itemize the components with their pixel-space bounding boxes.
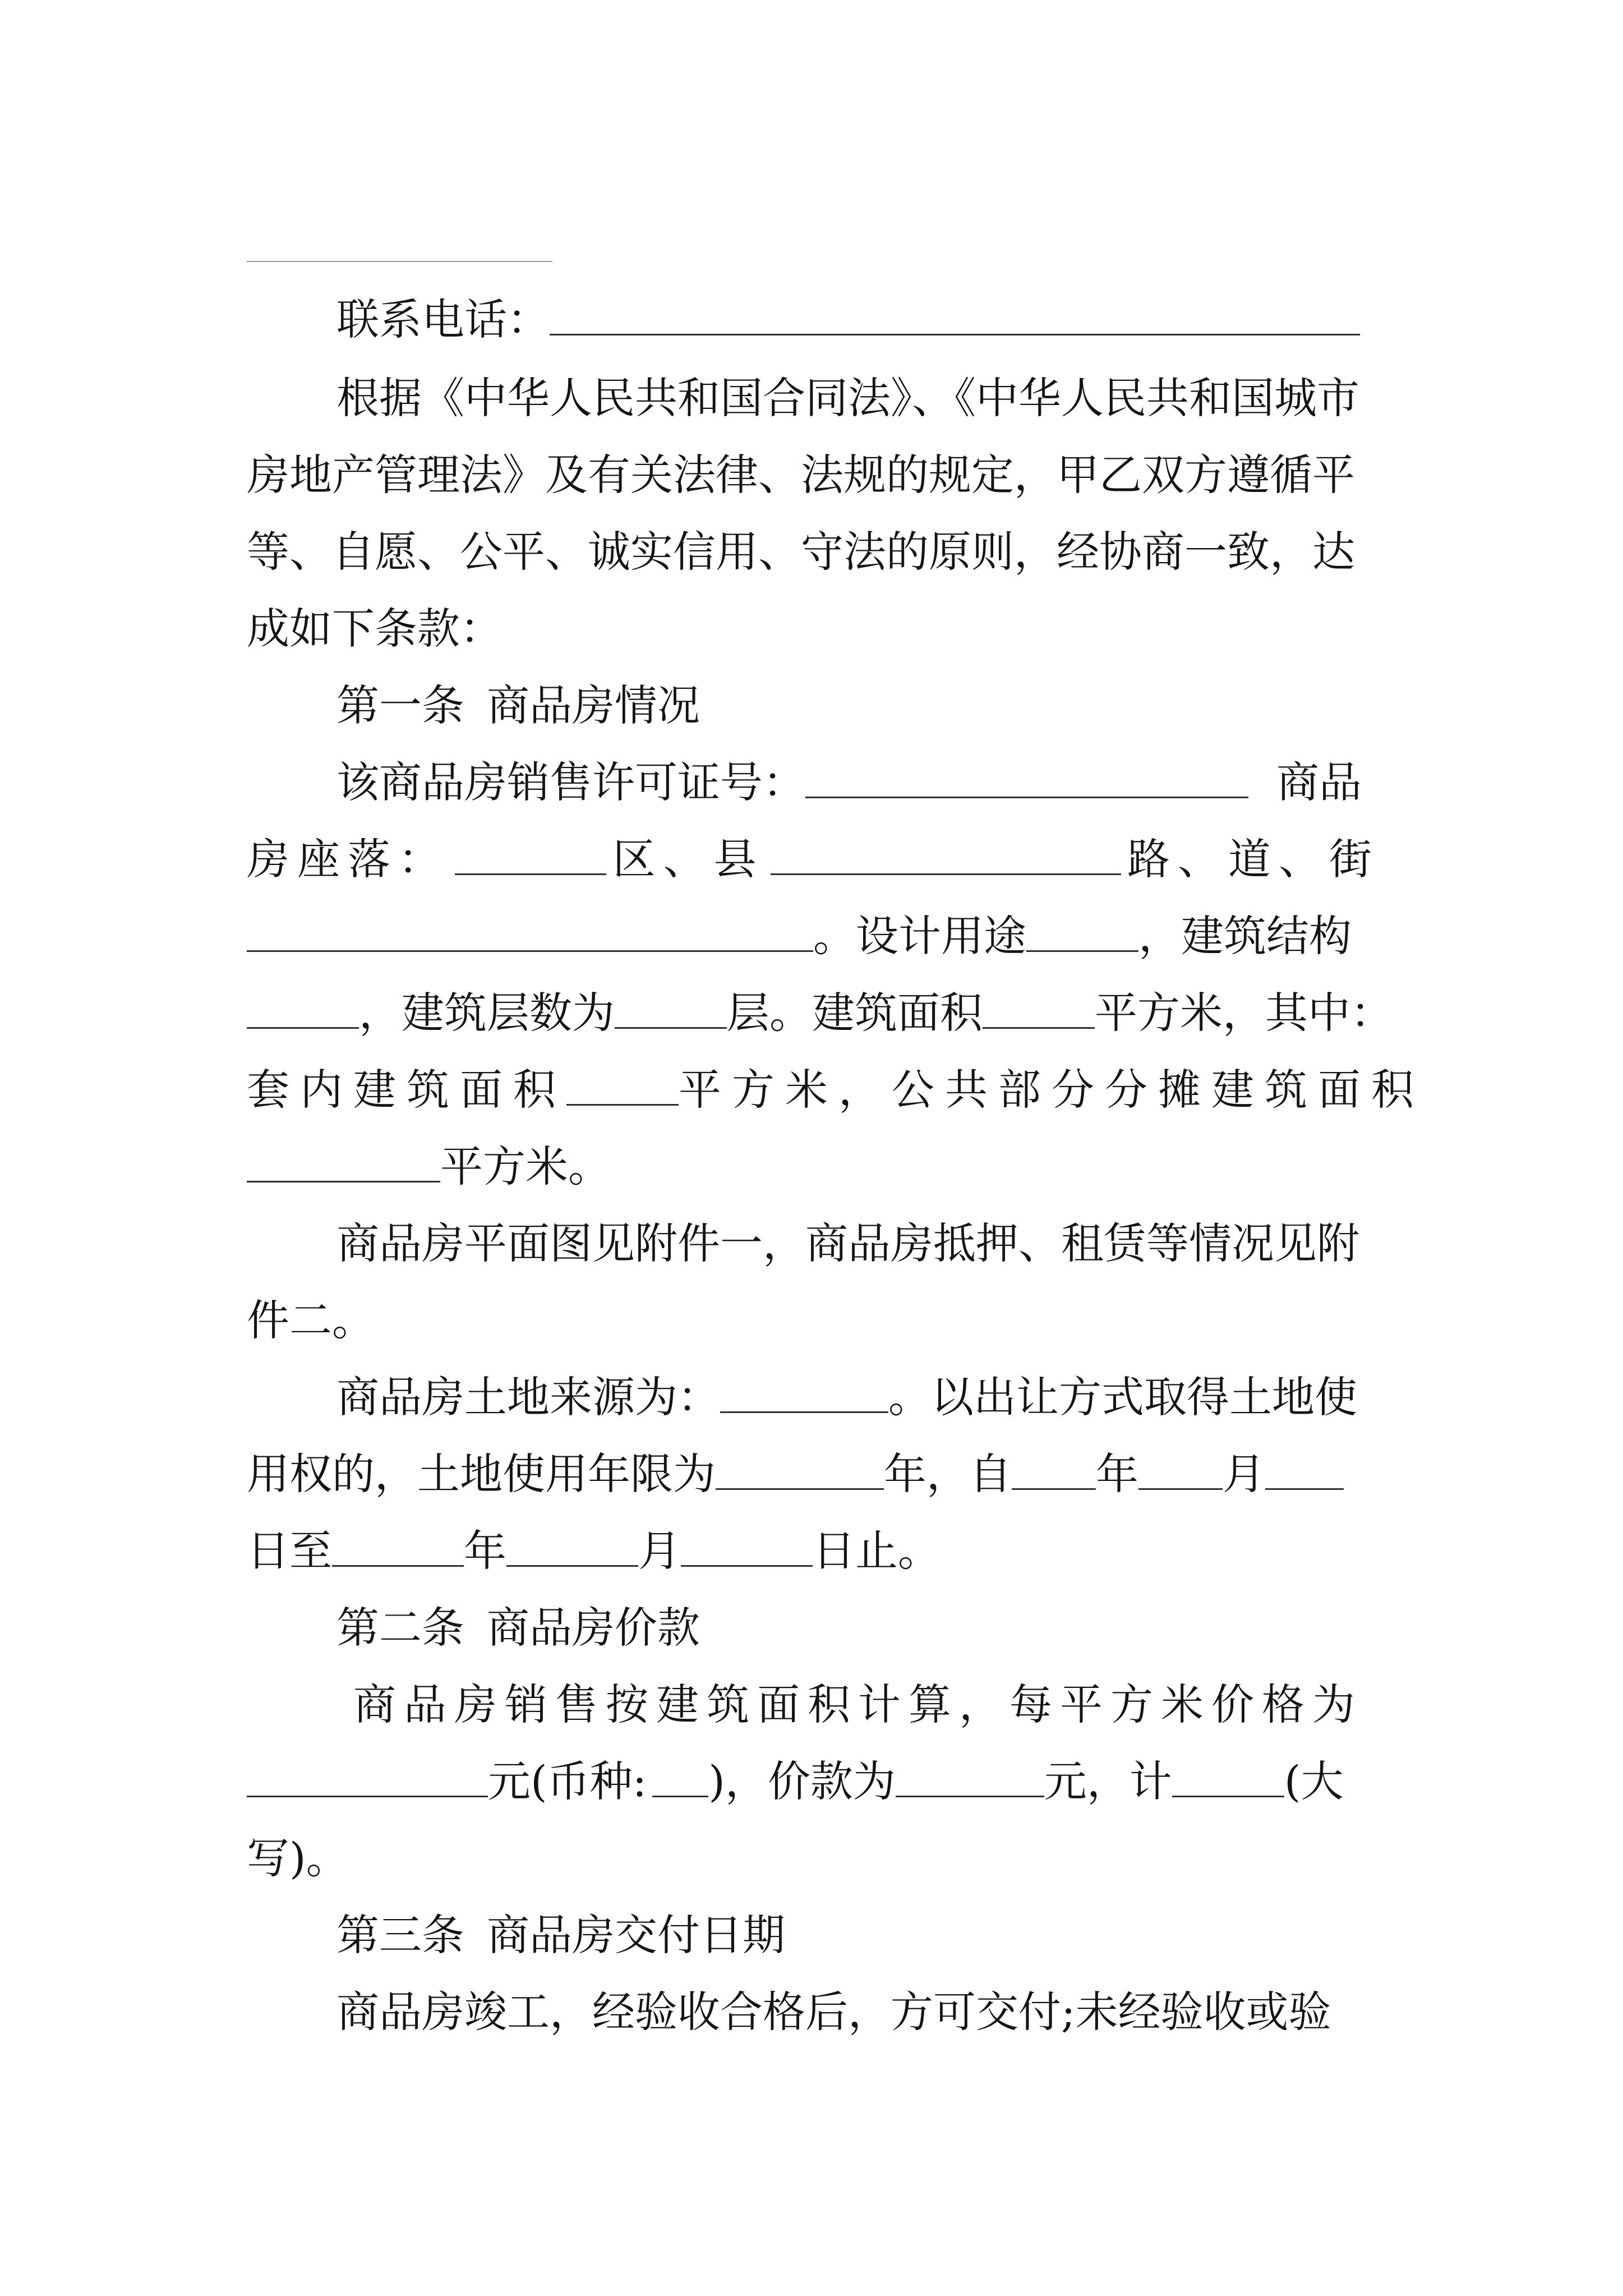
top-divider-line <box>247 261 552 262</box>
article-3-heading <box>247 1904 1380 1966</box>
shared-area-unit: 平方米。 <box>440 1142 611 1191</box>
shared-area-text: 平方米，公共部分分摊建筑面积 <box>679 1065 1424 1115</box>
from-month-text: 月 <box>1223 1449 1265 1499</box>
structure-text: ，建筑结构 <box>1138 911 1352 961</box>
annex-line-2: 件二。 <box>247 1295 375 1345</box>
from-month-blank <box>1138 1488 1223 1490</box>
to-year-blank <box>332 1565 464 1567</box>
para-intro-line-4: 成如下条款： <box>247 604 502 654</box>
article-1-heading <box>247 675 1380 737</box>
location-label: 房座落： <box>247 834 449 884</box>
area-text: 层。建筑面积 <box>727 988 983 1038</box>
area-blank <box>983 1027 1095 1029</box>
address-blank <box>247 950 813 952</box>
article-3-title: 商品房交付日期 <box>487 1910 785 1960</box>
road-blank <box>771 873 1121 875</box>
to-year-text: 年 <box>464 1526 506 1576</box>
from-year-text: 年 <box>1096 1449 1138 1499</box>
to-day-blank <box>681 1565 813 1567</box>
land-term-end-line <box>247 1520 1380 1582</box>
total-price-blank <box>896 1796 1044 1797</box>
inner-area-line <box>247 1059 1424 1121</box>
article-1-number: 第一条 <box>336 680 464 730</box>
land-source-text: 。以出让方式取得土地使 <box>888 1372 1357 1422</box>
to-month-blank <box>506 1565 638 1567</box>
district-blank <box>455 873 606 875</box>
from-year-blank <box>1012 1488 1096 1490</box>
district-text: 区、县 <box>612 834 764 884</box>
land-source-label: 商品房土地来源为： <box>336 1372 720 1422</box>
permit-line <box>247 752 1380 813</box>
inner-area-text: 套内建筑面积 <box>247 1065 566 1115</box>
article-2-heading <box>247 1597 1380 1659</box>
location-line <box>247 829 1380 890</box>
permit-label: 该商品房销售许可证号： <box>336 757 805 807</box>
permit-blank <box>805 797 1248 798</box>
use-line <box>247 905 1380 967</box>
structure-blank <box>247 1027 359 1029</box>
currency-text: 元(币种: <box>488 1756 647 1806</box>
article-1-title: 商品房情况 <box>487 680 700 730</box>
currency-blank <box>652 1796 708 1797</box>
floors-text: ，建筑层数为 <box>359 988 615 1038</box>
from-day-blank <box>1265 1488 1344 1490</box>
floors-line <box>247 982 1393 1044</box>
road-text: 路、道、街 <box>1127 834 1380 884</box>
to-text: 日至 <box>247 1526 332 1576</box>
para-intro-line-1: 根据《中华人民共和国合同法》、《中华人民共和国城市 <box>336 373 1359 423</box>
term-years-blank <box>716 1488 884 1490</box>
para-intro-line-3: 等、自愿、公平、诚实信用、守法的原则，经协商一致，达 <box>247 527 1355 577</box>
area-unit-text: 平方米，其中： <box>1095 988 1393 1038</box>
term-from-text: 年，自 <box>884 1449 1012 1499</box>
use-blank <box>1026 950 1138 952</box>
words-blank <box>1172 1796 1284 1797</box>
article-2-title: 商品房价款 <box>487 1603 700 1653</box>
price-line-1: 商品房销售按建筑面积计算，每平方米价格为 <box>353 1680 1363 1729</box>
land-source-line <box>247 1366 1380 1428</box>
annex-line-1: 商品房平面图见附件一，商品房抵押、租赁等情况见附 <box>336 1218 1359 1268</box>
land-source-blank <box>720 1411 888 1413</box>
use-text: 。设计用途 <box>813 911 1026 961</box>
price-line-3: 写)。 <box>247 1833 349 1883</box>
to-day-text: 日止。 <box>813 1526 940 1576</box>
price-line-2 <box>247 1751 1380 1812</box>
land-term-text: 用权的，土地使用年限为 <box>247 1449 716 1499</box>
land-term-line <box>247 1443 1380 1505</box>
phone-line <box>247 289 1380 351</box>
shared-area-line <box>247 1136 1380 1198</box>
phone-label: 联系电话： <box>336 295 550 344</box>
total-price-text: )，价款为 <box>708 1756 896 1806</box>
para-intro-line-2: 房地产管理法》及有关法律、法规的规定，甲乙双方遵循平 <box>247 450 1355 500</box>
total-in-words-text: 元，计 <box>1044 1756 1172 1806</box>
delivery-line-1: 商品房竣工，经验收合格后，方可交付;未经验收或验 <box>336 1987 1331 2037</box>
article-3-number: 第三条 <box>336 1910 464 1960</box>
unit-price-blank <box>247 1796 488 1797</box>
location-text-1: 商品 <box>1276 757 1362 807</box>
capital-text: (大 <box>1284 1756 1344 1806</box>
to-month-text: 月 <box>638 1526 681 1576</box>
article-2-number: 第二条 <box>336 1603 464 1653</box>
phone-blank <box>550 334 1360 335</box>
floors-blank <box>615 1027 727 1029</box>
inner-area-blank <box>566 1104 679 1106</box>
shared-area-blank <box>247 1181 440 1182</box>
